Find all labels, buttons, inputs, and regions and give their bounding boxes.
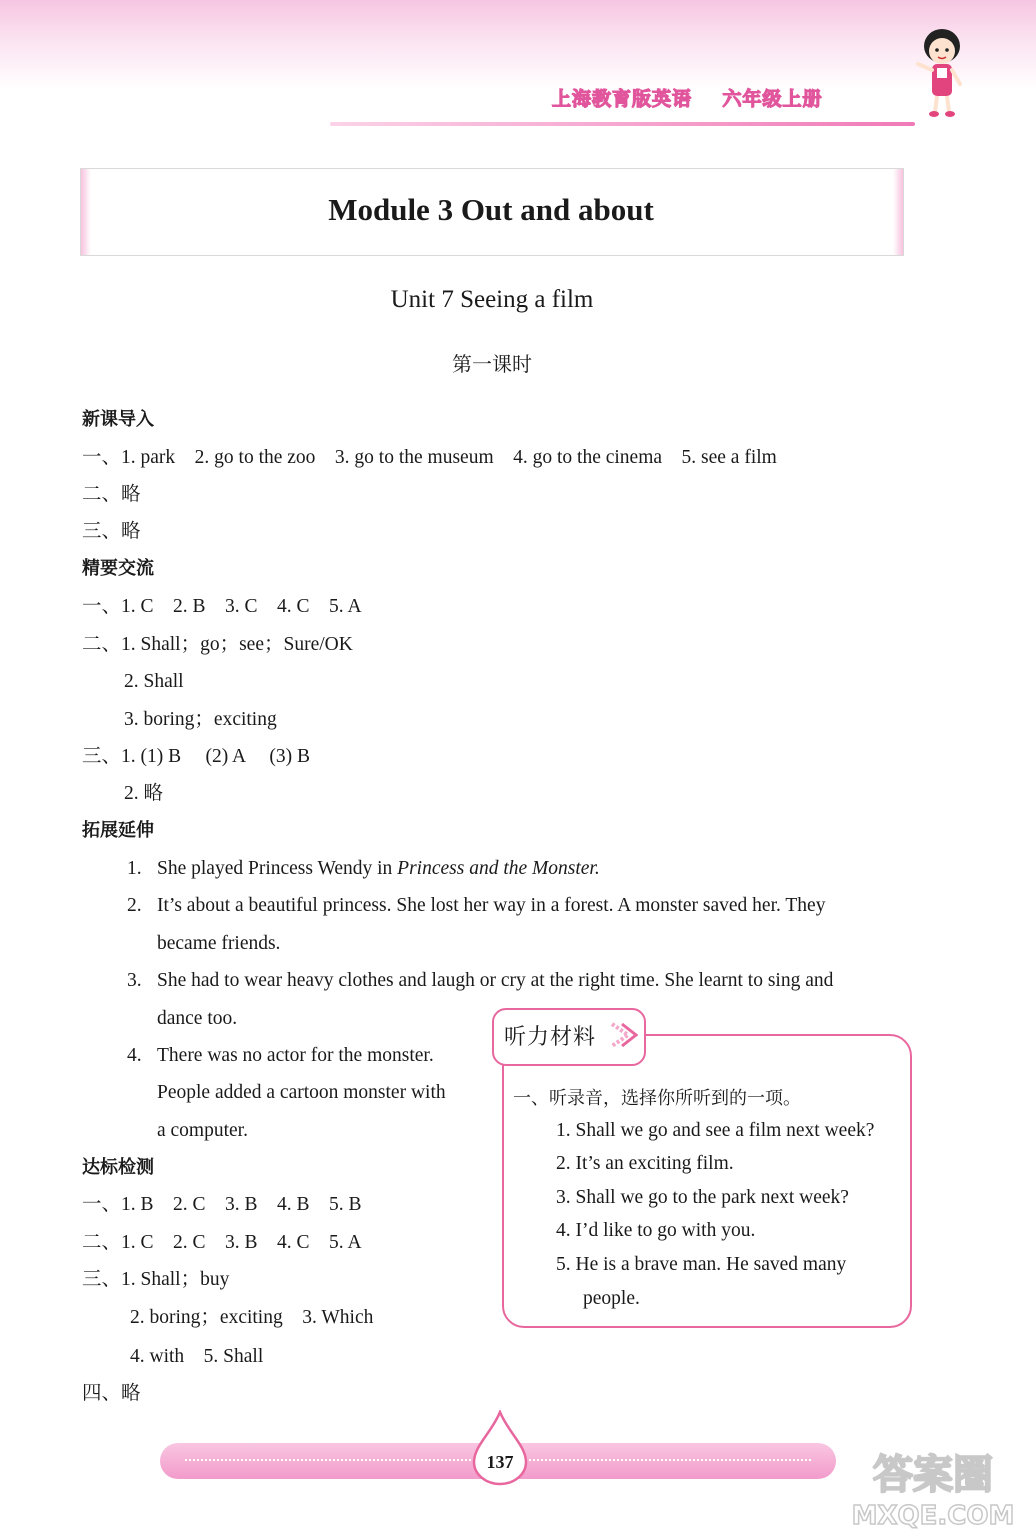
item-text-continued: became friends. bbox=[157, 933, 281, 954]
section-heading: 新课导入 bbox=[82, 409, 154, 430]
lesson-title: 第一课时 bbox=[452, 352, 532, 376]
item-number: 4. bbox=[127, 1045, 142, 1066]
item-text-continued: dance too. bbox=[157, 1008, 238, 1029]
answer-line: 三、略 bbox=[82, 521, 141, 542]
item-text: She had to wear heavy clothes and laugh or cry at the right time. She learnt to sing and bbox=[157, 970, 834, 991]
listening-item: 4. I’d like to go with you. bbox=[556, 1220, 756, 1241]
module-title: Module 3 Out and about bbox=[328, 192, 654, 227]
listening-item: 5. He is a brave man. He saved many bbox=[556, 1254, 847, 1275]
unit-title: Unit 7 Seeing a film bbox=[390, 286, 594, 313]
answer-line: 二、1. C 2. C 3. B 4. C 5. A bbox=[82, 1232, 362, 1253]
item-text: There was no actor for the monster. bbox=[157, 1045, 434, 1066]
header-band bbox=[0, 0, 1036, 90]
answer-line: 二、1. Shall；go；see；Sure/OK bbox=[82, 634, 353, 655]
item-number: 2. bbox=[127, 895, 142, 916]
item-text: She played Princess Wendy in bbox=[157, 858, 398, 879]
answer-line: 二、略 bbox=[82, 484, 141, 505]
item-number: 1. bbox=[127, 858, 142, 879]
listening-item: people. bbox=[583, 1288, 640, 1309]
answer-line: 3. boring；exciting bbox=[124, 709, 277, 730]
extension-item bbox=[127, 1044, 434, 1068]
svg-text:MXQE.COM: MXQE.COM bbox=[851, 1501, 1015, 1531]
header-rule bbox=[330, 122, 915, 126]
page-number: 137 bbox=[486, 1452, 514, 1472]
film-title: Princess and the Monster. bbox=[397, 858, 600, 879]
arrow-right-icon bbox=[608, 1018, 638, 1052]
listening-instruction: 一、听录音，选择你所听到的一项。 bbox=[513, 1088, 801, 1109]
answer-line: 2. 略 bbox=[124, 783, 164, 804]
item-text: It’s about a beautiful princess. She lost her way in a forest. A monster saved her. They bbox=[157, 895, 826, 916]
watermark-logo bbox=[838, 1440, 1028, 1532]
extension-item bbox=[127, 857, 600, 881]
answer-line: 一、1. C 2. B 3. C 4. C 5. A bbox=[82, 596, 362, 617]
answer-line: 4. with 5. Shall bbox=[130, 1346, 264, 1367]
item-number: 3. bbox=[127, 970, 142, 991]
extension-item bbox=[127, 894, 825, 918]
answer-line: 四、略 bbox=[82, 1383, 141, 1404]
listening-title: 听力材料 bbox=[504, 1025, 597, 1050]
answer-line: 一、1. B 2. C 3. B 4. B 5. B bbox=[82, 1194, 362, 1215]
section-heading: 拓展延伸 bbox=[82, 820, 154, 841]
page-number-drop-icon bbox=[470, 1410, 530, 1486]
listening-item: 3. Shall we go to the park next week? bbox=[556, 1187, 849, 1208]
section-heading: 精要交流 bbox=[82, 558, 154, 579]
answer-line: 三、1. Shall；buy bbox=[82, 1269, 230, 1290]
book-title: 上海教育版英语 六年级上册 bbox=[552, 88, 823, 110]
listening-item: 1. Shall we go and see a film next week? bbox=[556, 1120, 875, 1141]
extension-item bbox=[127, 969, 833, 993]
listening-box bbox=[502, 1034, 912, 1328]
listening-item: 2. It’s an exciting film. bbox=[556, 1153, 734, 1174]
section-heading: 达标检测 bbox=[82, 1157, 154, 1178]
answer-line: 2. boring；exciting 3. Which bbox=[130, 1307, 374, 1328]
item-text-continued: a computer. bbox=[157, 1120, 248, 1141]
svg-text:答案圈: 答案圈 bbox=[873, 1452, 993, 1498]
answer-line: 三、1. (1) B (2) A (3) B bbox=[82, 746, 311, 767]
answer-line: 一、1. park 2. go to the zoo 3. go to the museum 4. go to the cinema 5. see a film bbox=[82, 447, 777, 468]
item-text-continued: People added a cartoon monster with bbox=[157, 1082, 446, 1103]
answer-line: 2. Shall bbox=[124, 671, 184, 692]
girl-mascot-icon bbox=[910, 24, 970, 120]
